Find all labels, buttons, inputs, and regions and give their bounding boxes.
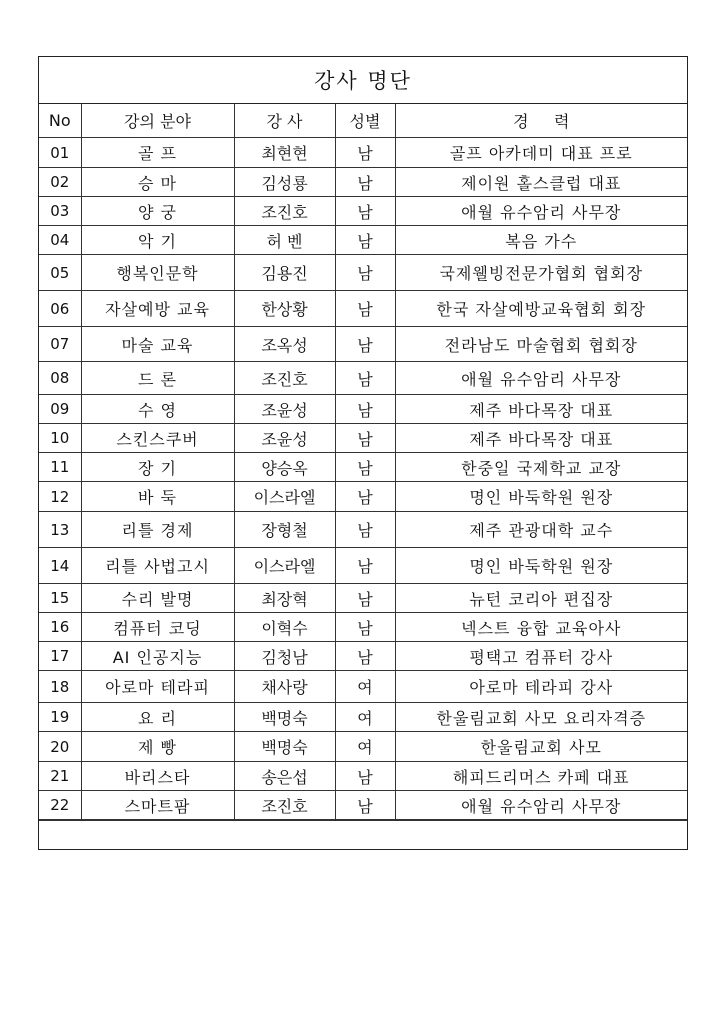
cell-gender: 남 bbox=[335, 362, 395, 395]
cell-gender: 여 bbox=[335, 732, 395, 762]
cell-instructor: 허 벤 bbox=[234, 226, 335, 255]
cell-field: 바리스타 bbox=[81, 762, 234, 791]
table-row bbox=[39, 168, 687, 197]
cell-field: 바 둑 bbox=[81, 482, 234, 512]
table-row bbox=[39, 613, 687, 642]
table-row bbox=[39, 395, 687, 424]
cell-experience: 국제웰빙전문가협회 협회장 bbox=[395, 255, 687, 291]
cell-instructor: 조윤성 bbox=[234, 424, 335, 453]
table-row bbox=[39, 327, 687, 362]
cell-instructor: 조윤성 bbox=[234, 395, 335, 424]
instructor-table bbox=[39, 104, 687, 820]
cell-experience: 애월 유수암리 사무장 bbox=[395, 197, 687, 226]
cell-no: 03 bbox=[39, 197, 81, 226]
cell-field: 드 론 bbox=[81, 362, 234, 395]
cell-field: 자살예방 교육 bbox=[81, 291, 234, 327]
table-row bbox=[39, 291, 687, 327]
cell-experience: 명인 바둑학원 원장 bbox=[395, 548, 687, 584]
cell-instructor: 송은섭 bbox=[234, 762, 335, 791]
cell-field: 수 영 bbox=[81, 395, 234, 424]
table-row bbox=[39, 548, 687, 584]
table-row bbox=[39, 703, 687, 732]
cell-experience: 복음 가수 bbox=[395, 226, 687, 255]
cell-experience: 한울림교회 사모 요리자격증 bbox=[395, 703, 687, 732]
header-field: 강의 분야 bbox=[81, 104, 234, 138]
cell-experience: 한국 자살예방교육협회 회장 bbox=[395, 291, 687, 327]
cell-gender: 남 bbox=[335, 395, 395, 424]
header-no: No bbox=[39, 104, 81, 138]
empty-footer-row bbox=[39, 820, 687, 849]
cell-instructor: 조진호 bbox=[234, 197, 335, 226]
table-row bbox=[39, 453, 687, 482]
cell-no: 09 bbox=[39, 395, 81, 424]
header-instructor: 강 사 bbox=[234, 104, 335, 138]
cell-no: 22 bbox=[39, 791, 81, 820]
cell-experience: 넥스트 융합 교육아사 bbox=[395, 613, 687, 642]
cell-instructor: 장형철 bbox=[234, 512, 335, 548]
cell-no: 07 bbox=[39, 327, 81, 362]
cell-field: 아로마 테라피 bbox=[81, 671, 234, 703]
cell-gender: 남 bbox=[335, 482, 395, 512]
table-row bbox=[39, 732, 687, 762]
table-row bbox=[39, 424, 687, 453]
table-row bbox=[39, 255, 687, 291]
cell-instructor: 김용진 bbox=[234, 255, 335, 291]
cell-field: 리틀 경제 bbox=[81, 512, 234, 548]
cell-instructor: 이혁수 bbox=[234, 613, 335, 642]
cell-no: 12 bbox=[39, 482, 81, 512]
cell-field: 컴퓨터 코딩 bbox=[81, 613, 234, 642]
cell-experience: 제주 관광대학 교수 bbox=[395, 512, 687, 548]
cell-no: 05 bbox=[39, 255, 81, 291]
cell-experience: 제주 바다목장 대표 bbox=[395, 395, 687, 424]
table-row bbox=[39, 584, 687, 613]
cell-experience: 아로마 테라피 강사 bbox=[395, 671, 687, 703]
cell-field: 스마트팜 bbox=[81, 791, 234, 820]
cell-experience: 한울림교회 사모 bbox=[395, 732, 687, 762]
cell-experience: 골프 아카데미 대표 프로 bbox=[395, 138, 687, 168]
cell-instructor: 조진호 bbox=[234, 791, 335, 820]
cell-gender: 여 bbox=[335, 703, 395, 732]
header-row bbox=[39, 104, 687, 138]
cell-instructor: 백명숙 bbox=[234, 732, 335, 762]
cell-field: 장 기 bbox=[81, 453, 234, 482]
cell-no: 11 bbox=[39, 453, 81, 482]
cell-field: 수리 발명 bbox=[81, 584, 234, 613]
cell-no: 17 bbox=[39, 642, 81, 671]
cell-instructor: 최장혁 bbox=[234, 584, 335, 613]
cell-experience: 한중일 국제학교 교장 bbox=[395, 453, 687, 482]
instructor-roster bbox=[38, 56, 688, 850]
cell-no: 04 bbox=[39, 226, 81, 255]
cell-no: 14 bbox=[39, 548, 81, 584]
cell-experience: 제이원 홀스클럽 대표 bbox=[395, 168, 687, 197]
cell-instructor: 채사랑 bbox=[234, 671, 335, 703]
cell-instructor: 이스라엘 bbox=[234, 548, 335, 584]
cell-field: 승 마 bbox=[81, 168, 234, 197]
cell-experience: 평택고 컴퓨터 강사 bbox=[395, 642, 687, 671]
table-row bbox=[39, 791, 687, 820]
cell-no: 21 bbox=[39, 762, 81, 791]
cell-no: 15 bbox=[39, 584, 81, 613]
cell-field: 제 빵 bbox=[81, 732, 234, 762]
table-row bbox=[39, 197, 687, 226]
cell-gender: 여 bbox=[335, 671, 395, 703]
cell-field: 악 기 bbox=[81, 226, 234, 255]
cell-experience: 애월 유수암리 사무장 bbox=[395, 362, 687, 395]
cell-gender: 남 bbox=[335, 255, 395, 291]
cell-gender: 남 bbox=[335, 168, 395, 197]
cell-gender: 남 bbox=[335, 453, 395, 482]
cell-gender: 남 bbox=[335, 424, 395, 453]
cell-field: 마술 교육 bbox=[81, 327, 234, 362]
cell-instructor: 이스라엘 bbox=[234, 482, 335, 512]
table-row bbox=[39, 762, 687, 791]
cell-no: 06 bbox=[39, 291, 81, 327]
cell-gender: 남 bbox=[335, 584, 395, 613]
cell-instructor: 한상황 bbox=[234, 291, 335, 327]
header-gender: 성별 bbox=[335, 104, 395, 138]
cell-field: 양 궁 bbox=[81, 197, 234, 226]
cell-experience: 전라남도 마술협회 협회장 bbox=[395, 327, 687, 362]
cell-instructor: 김청남 bbox=[234, 642, 335, 671]
cell-gender: 남 bbox=[335, 197, 395, 226]
cell-gender: 남 bbox=[335, 327, 395, 362]
cell-instructor: 최현현 bbox=[234, 138, 335, 168]
cell-no: 10 bbox=[39, 424, 81, 453]
cell-no: 02 bbox=[39, 168, 81, 197]
cell-instructor: 조진호 bbox=[234, 362, 335, 395]
cell-no: 01 bbox=[39, 138, 81, 168]
cell-gender: 남 bbox=[335, 138, 395, 168]
cell-no: 18 bbox=[39, 671, 81, 703]
cell-experience: 명인 바둑학원 원장 bbox=[395, 482, 687, 512]
cell-instructor: 양승옥 bbox=[234, 453, 335, 482]
cell-gender: 남 bbox=[335, 512, 395, 548]
cell-field: 스킨스쿠버 bbox=[81, 424, 234, 453]
table-row bbox=[39, 482, 687, 512]
cell-gender: 남 bbox=[335, 642, 395, 671]
table-row bbox=[39, 138, 687, 168]
cell-experience: 해피드리머스 카페 대표 bbox=[395, 762, 687, 791]
cell-gender: 남 bbox=[335, 613, 395, 642]
table-row bbox=[39, 512, 687, 548]
cell-experience: 제주 바다목장 대표 bbox=[395, 424, 687, 453]
cell-no: 20 bbox=[39, 732, 81, 762]
cell-field: AI 인공지능 bbox=[81, 642, 234, 671]
table-row bbox=[39, 362, 687, 395]
table-row bbox=[39, 642, 687, 671]
cell-field: 골 프 bbox=[81, 138, 234, 168]
cell-instructor: 백명숙 bbox=[234, 703, 335, 732]
page-title: 강사 명단 bbox=[39, 57, 687, 104]
cell-instructor: 조옥성 bbox=[234, 327, 335, 362]
cell-experience: 뉴턴 코리아 편집장 bbox=[395, 584, 687, 613]
cell-gender: 남 bbox=[335, 548, 395, 584]
cell-no: 16 bbox=[39, 613, 81, 642]
cell-field: 요 리 bbox=[81, 703, 234, 732]
cell-gender: 남 bbox=[335, 791, 395, 820]
cell-gender: 남 bbox=[335, 226, 395, 255]
cell-no: 13 bbox=[39, 512, 81, 548]
table-row bbox=[39, 226, 687, 255]
cell-no: 19 bbox=[39, 703, 81, 732]
cell-field: 리틀 사법고시 bbox=[81, 548, 234, 584]
cell-no: 08 bbox=[39, 362, 81, 395]
table-row bbox=[39, 671, 687, 703]
cell-field: 행복인문학 bbox=[81, 255, 234, 291]
header-experience: 경 력 bbox=[395, 104, 687, 138]
cell-gender: 남 bbox=[335, 762, 395, 791]
cell-instructor: 김성룡 bbox=[234, 168, 335, 197]
cell-experience: 애월 유수암리 사무장 bbox=[395, 791, 687, 820]
cell-gender: 남 bbox=[335, 291, 395, 327]
